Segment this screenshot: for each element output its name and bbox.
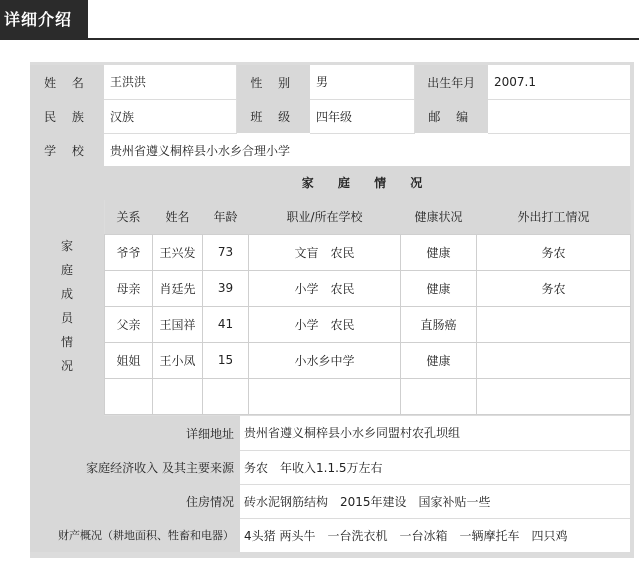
table-cell: 父亲 [105,306,153,342]
ethnic-value: 汉族 [104,99,236,133]
name-value: 王洪洪 [104,65,236,99]
header-bar [0,0,639,40]
table-cell [477,378,631,414]
table-cell [203,378,249,414]
housing-value: 砖水泥钢筋结构 2015年建设 国家补贴一些 [240,484,630,518]
ethnic-label: 民 族 [30,99,104,133]
income-value: 务农 年收入1.1.5万左右 [240,450,630,484]
table-row [105,342,631,378]
table-cell: 健康 [401,342,477,378]
property-label: 财产概况（耕地面积、牲畜和电器） [30,518,240,552]
grade-label: 班 级 [236,99,310,133]
column-header: 外出打工情况 [477,200,631,234]
table-cell: 小学 农民 [249,306,401,342]
table-cell [153,378,203,414]
table-cell [477,342,631,378]
page-title: 详细介绍 [0,0,88,40]
basic-row-3 [30,133,630,167]
table-cell: 41 [203,306,249,342]
postcode-value [488,99,630,133]
address-label: 详细地址 [30,416,240,450]
income-row [30,450,630,484]
column-header: 年龄 [203,200,249,234]
table-cell: 姐姐 [105,342,153,378]
basic-row-2 [30,99,630,133]
address-row [30,416,630,450]
school-label: 学 校 [30,133,104,167]
housing-row [30,484,630,518]
gender-value: 男 [310,65,414,99]
column-header: 姓名 [153,200,203,234]
table-cell: 健康 [401,234,477,270]
birth-value: 2007.1 [488,65,630,99]
column-header: 健康状况 [401,200,477,234]
table-cell: 小学 农民 [249,270,401,306]
table-cell [105,378,153,414]
table-row [105,306,631,342]
basic-row-1 [30,65,630,99]
table-cell: 肖廷先 [153,270,203,306]
table-cell: 王兴发 [153,234,203,270]
table-row [105,270,631,306]
table-cell [477,306,631,342]
grade-value: 四年级 [310,99,414,133]
table-cell [401,378,477,414]
detail-panel [30,62,634,558]
table-cell: 王国祥 [153,306,203,342]
table-cell: 王小凤 [153,342,203,378]
housing-label: 住房情况 [30,484,240,518]
table-cell: 73 [203,234,249,270]
table-cell: 文盲 农民 [249,234,401,270]
table-cell: 小水乡中学 [249,342,401,378]
table-cell: 务农 [477,270,631,306]
family-header-row [105,200,631,234]
table-row [105,378,631,414]
table-cell: 直肠癌 [401,306,477,342]
column-header: 关系 [105,200,153,234]
birth-label: 出生年月 [414,65,488,99]
address-value: 贵州省遵义桐梓县小水乡同盟村农孔坝组 [240,416,630,450]
family-table [104,200,631,415]
family-title: 家 庭 情 况 [104,166,630,200]
table-cell: 39 [203,270,249,306]
name-label: 姓 名 [30,65,104,99]
details-table [30,416,630,553]
gender-label: 性 别 [236,65,310,99]
property-value: 4头猪 两头牛 一台洗衣机 一台冰箱 一辆摩托车 四只鸡 [240,518,630,552]
table-cell: 健康 [401,270,477,306]
table-cell: 母亲 [105,270,153,306]
property-row [30,518,630,552]
basic-info-table [30,65,631,168]
table-cell: 15 [203,342,249,378]
table-cell: 务农 [477,234,631,270]
school-value: 贵州省遵义桐梓县小水乡合理小学 [104,133,630,167]
postcode-label: 邮 编 [414,99,488,133]
table-row [105,234,631,270]
family-side-label: 家庭成员情况 [60,239,73,373]
table-cell: 爷爷 [105,234,153,270]
table-cell [249,378,401,414]
income-label: 家庭经济收入 及其主要来源 [30,450,240,484]
column-header: 职业/所在学校 [249,200,401,234]
